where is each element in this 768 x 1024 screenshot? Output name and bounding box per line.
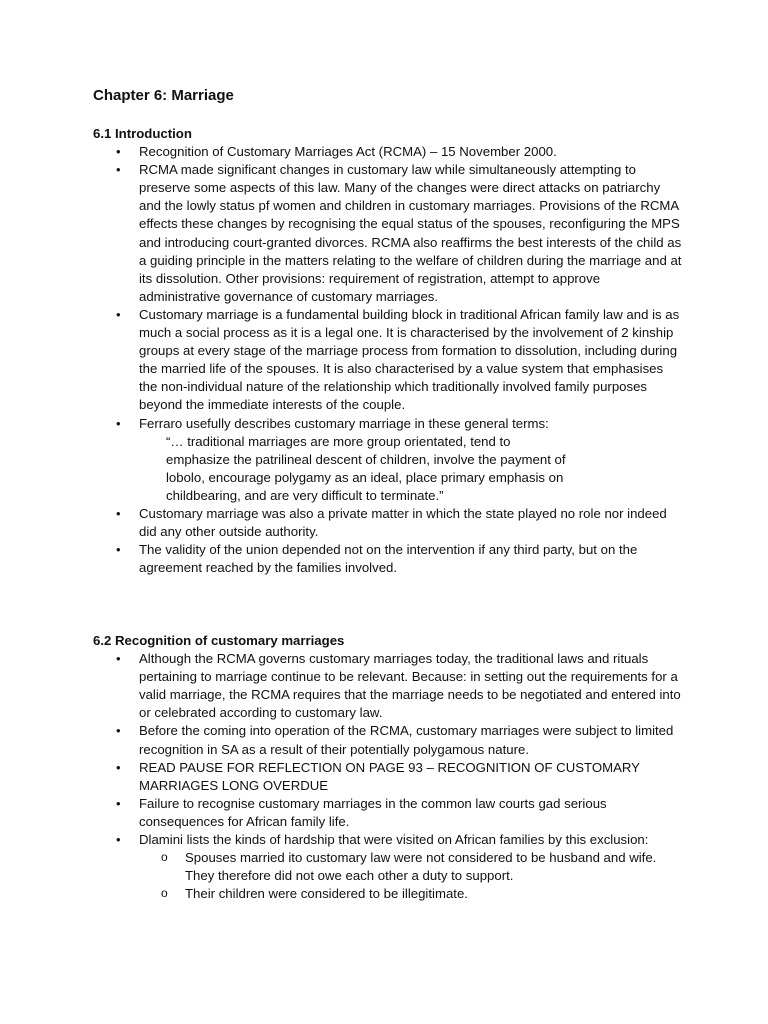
quote-line: “… traditional marriages are more group orientated, tend to: [166, 433, 511, 449]
list-item: • Although the RCMA governs customary marriages today, the traditional laws and rituals pertaining to marriage continue to be relevant. Because: in setting out the requirements for a valid marriage, the RCMA requires that the marriage needs to be negotiated and entered into or celebrated according to customary law.: [93, 650, 683, 722]
sub-list-item: o Spouses married ito customary law were not considered to be husband and wife. They therefore did not owe each other a duty to support.: [139, 849, 683, 885]
list-item: • Customary marriage is a fundamental building block in traditional African family law and is as much a social process as it is a legal one. It is characterised by the involvement of 2 kinship groups at every stage of the marriage process from formation to dissolution, including during the married life of the spouses. It is also characterised by a value system that emphasises the non-individual nature of the relationship which traditionally involved family purposes beyond the immediate interests of the couple.: [93, 306, 683, 415]
list-item: • READ PAUSE FOR REFLECTION ON PAGE 93 – RECOGNITION OF CUSTOMARY MARRIAGES LONG OVERDUE: [93, 759, 683, 795]
section-introduction: [93, 125, 683, 577]
list-item-text: Dlamini lists the kinds of hardship that were visited on African families by this exclusion:: [139, 832, 649, 848]
section-recognition: [93, 632, 683, 903]
chapter-title: Chapter 6: Marriage: [93, 87, 234, 104]
quote-line: childbearing, and are very difficult to terminate.”: [166, 487, 444, 503]
quote-line: lobolo, encourage polygamy as an ideal, place primary emphasis on: [166, 469, 564, 485]
list-item-text: Ferraro usefully describes customary marriage in these general terms:: [139, 415, 549, 431]
list-item: • RCMA made significant changes in customary law while simultaneously attempting to preserve some aspects of this law. Many of the changes were direct attacks on patriarchy and the lowly status pf women and children in customary marriages. Provisions of the RCMA effects these changes by recognising the equal status of the spouses, reconfiguring the MPS and introducing court-granted divorces. RCMA also reaffirms the best interests of the child as a guiding principle in the matters relating to the welfare of children during the marriage and at its dissolution. Other provisions: requirement of registration, attempt to approve administrative governance of customary marriages.: [93, 161, 683, 306]
sub-bullet-list: [139, 849, 683, 903]
list-item: • Customary marriage was also a private matter in which the state played no role nor indeed did any other outside authority.: [93, 505, 683, 541]
list-item: [93, 831, 683, 903]
section-heading: 6.1 Introduction: [93, 126, 192, 141]
list-item: • The validity of the union depended not on the intervention if any third party, but on the agreement reached by the families involved.: [93, 541, 683, 577]
list-item: • Failure to recognise customary marriages in the common law courts gad serious consequences for African family life.: [93, 795, 683, 831]
list-item: [93, 415, 683, 505]
section-heading: 6.2 Recognition of customary marriages: [93, 633, 345, 648]
list-item: • Before the coming into operation of the RCMA, customary marriages were subject to limited recognition in SA as a result of their potentially polygamous nature.: [93, 722, 683, 758]
sub-list-item: o Their children were considered to be illegitimate.: [139, 885, 683, 903]
ferraro-quote: [139, 433, 683, 505]
quote-line: emphasize the patrilineal descent of children, involve the payment of: [166, 451, 566, 467]
bullet-list: [93, 650, 683, 903]
list-item: • Recognition of Customary Marriages Act (RCMA) – 15 November 2000.: [93, 143, 683, 161]
bullet-list: [93, 143, 683, 577]
